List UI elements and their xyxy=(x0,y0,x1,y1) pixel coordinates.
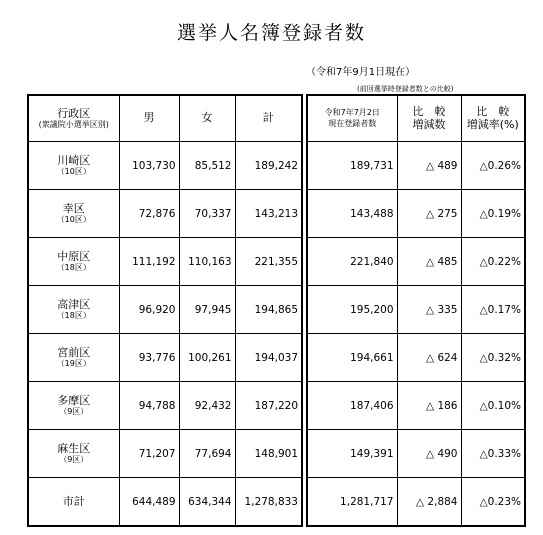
header-rate-line1: 比 較 xyxy=(476,104,510,118)
district-cell xyxy=(28,430,119,478)
difference-total-cell: △ 2,884 xyxy=(397,478,461,527)
female-cell: 110,163 xyxy=(179,238,235,286)
total-cell: 148,901 xyxy=(235,430,302,478)
district-constituency: （9区） xyxy=(59,455,89,465)
as-of-date: （令和7年9月1日現在） xyxy=(306,67,416,78)
previous-cell: 194,661 xyxy=(307,334,397,382)
difference-cell: △ 275 xyxy=(397,190,461,238)
male-cell: 94,788 xyxy=(119,382,179,430)
city-total-label xyxy=(28,478,119,527)
district-name: 宮前区 xyxy=(57,345,91,359)
district-cell xyxy=(28,334,119,382)
grand-total-cell: 1,278,833 xyxy=(235,478,302,527)
district-constituency: （18区） xyxy=(56,263,91,273)
table-row xyxy=(28,334,302,382)
previous-cell: 149,391 xyxy=(307,430,397,478)
header-difference xyxy=(397,95,461,142)
male-cell: 93,776 xyxy=(119,334,179,382)
table-row xyxy=(28,238,302,286)
rate-cell: △0.17% xyxy=(461,286,525,334)
difference-cell: △ 186 xyxy=(397,382,461,430)
total-cell: 143,213 xyxy=(235,190,302,238)
district-cell xyxy=(28,382,119,430)
table-row xyxy=(307,430,525,478)
total-row xyxy=(28,478,302,527)
previous-cell: 143,488 xyxy=(307,190,397,238)
female-cell: 97,945 xyxy=(179,286,235,334)
difference-cell: △ 489 xyxy=(397,142,461,190)
difference-cell: △ 490 xyxy=(397,430,461,478)
difference-cell: △ 485 xyxy=(397,238,461,286)
district-name: 高津区 xyxy=(57,297,91,311)
district-name: 幸区 xyxy=(62,201,85,215)
header-previous-line1: 令和7年7月2日 xyxy=(324,108,380,118)
header-total: 計 xyxy=(235,95,302,142)
table-row xyxy=(28,190,302,238)
rate-cell: △0.26% xyxy=(461,142,525,190)
male-cell: 111,192 xyxy=(119,238,179,286)
total-cell: 189,242 xyxy=(235,142,302,190)
district-name: 川崎区 xyxy=(57,153,91,167)
header-female: 女 xyxy=(179,95,235,142)
registrants-table xyxy=(27,94,303,527)
total-cell: 187,220 xyxy=(235,382,302,430)
total-cell: 221,355 xyxy=(235,238,302,286)
city-total-name: 市計 xyxy=(62,494,85,508)
male-cell: 71,207 xyxy=(119,430,179,478)
header-district-label: 行政区 xyxy=(57,106,91,120)
district-cell xyxy=(28,238,119,286)
header-male: 男 xyxy=(119,95,179,142)
table-row xyxy=(28,142,302,190)
right-header-row xyxy=(307,95,525,142)
left-header-row xyxy=(28,95,302,142)
difference-cell: △ 624 xyxy=(397,334,461,382)
total-cell: 194,037 xyxy=(235,334,302,382)
table-row xyxy=(307,190,525,238)
previous-cell: 189,731 xyxy=(307,142,397,190)
rate-cell: △0.32% xyxy=(461,334,525,382)
header-district-sub: (衆議院小選挙区別) xyxy=(38,120,109,130)
table-row xyxy=(28,430,302,478)
header-previous xyxy=(307,95,397,142)
female-total-cell: 634,344 xyxy=(179,478,235,527)
header-difference-line2: 増減数 xyxy=(412,117,446,131)
comparison-table xyxy=(306,94,526,527)
rate-cell: △0.10% xyxy=(461,382,525,430)
district-name: 麻生区 xyxy=(57,441,91,455)
rate-cell: △0.19% xyxy=(461,190,525,238)
female-cell: 77,694 xyxy=(179,430,235,478)
header-rate-line2: 増減率(%) xyxy=(466,117,519,131)
previous-cell: 221,840 xyxy=(307,238,397,286)
table-row xyxy=(307,382,525,430)
comparison-note: (前回選挙時登録者数との比較) xyxy=(357,85,454,93)
district-name: 中原区 xyxy=(57,249,91,263)
female-cell: 100,261 xyxy=(179,334,235,382)
table-row xyxy=(307,334,525,382)
district-constituency: （9区） xyxy=(59,407,89,417)
table-row xyxy=(28,382,302,430)
header-difference-line1: 比 較 xyxy=(412,104,446,118)
table-row xyxy=(307,286,525,334)
male-total-cell: 644,489 xyxy=(119,478,179,527)
table-row xyxy=(307,142,525,190)
district-constituency: （18区） xyxy=(56,311,91,321)
district-cell xyxy=(28,286,119,334)
previous-cell: 187,406 xyxy=(307,382,397,430)
district-cell xyxy=(28,190,119,238)
district-cell xyxy=(28,142,119,190)
female-cell: 70,337 xyxy=(179,190,235,238)
rate-cell: △0.33% xyxy=(461,430,525,478)
previous-cell: 195,200 xyxy=(307,286,397,334)
page-title: 選挙人名簿登録者数 xyxy=(176,22,366,44)
male-cell: 103,730 xyxy=(119,142,179,190)
district-constituency: （19区） xyxy=(56,359,91,369)
rate-cell: △0.22% xyxy=(461,238,525,286)
district-constituency: （10区） xyxy=(56,215,91,225)
previous-total-cell: 1,281,717 xyxy=(307,478,397,527)
table-row xyxy=(28,286,302,334)
district-constituency: （10区） xyxy=(56,167,91,177)
female-cell: 85,512 xyxy=(179,142,235,190)
total-row xyxy=(307,478,525,527)
male-cell: 96,920 xyxy=(119,286,179,334)
header-district xyxy=(28,95,119,142)
header-rate xyxy=(461,95,525,142)
table-row xyxy=(307,238,525,286)
female-cell: 92,432 xyxy=(179,382,235,430)
difference-cell: △ 335 xyxy=(397,286,461,334)
rate-total-cell: △0.23% xyxy=(461,478,525,527)
male-cell: 72,876 xyxy=(119,190,179,238)
total-cell: 194,865 xyxy=(235,286,302,334)
district-name: 多摩区 xyxy=(57,393,91,407)
header-previous-line2: 現在登録者数 xyxy=(328,118,377,128)
